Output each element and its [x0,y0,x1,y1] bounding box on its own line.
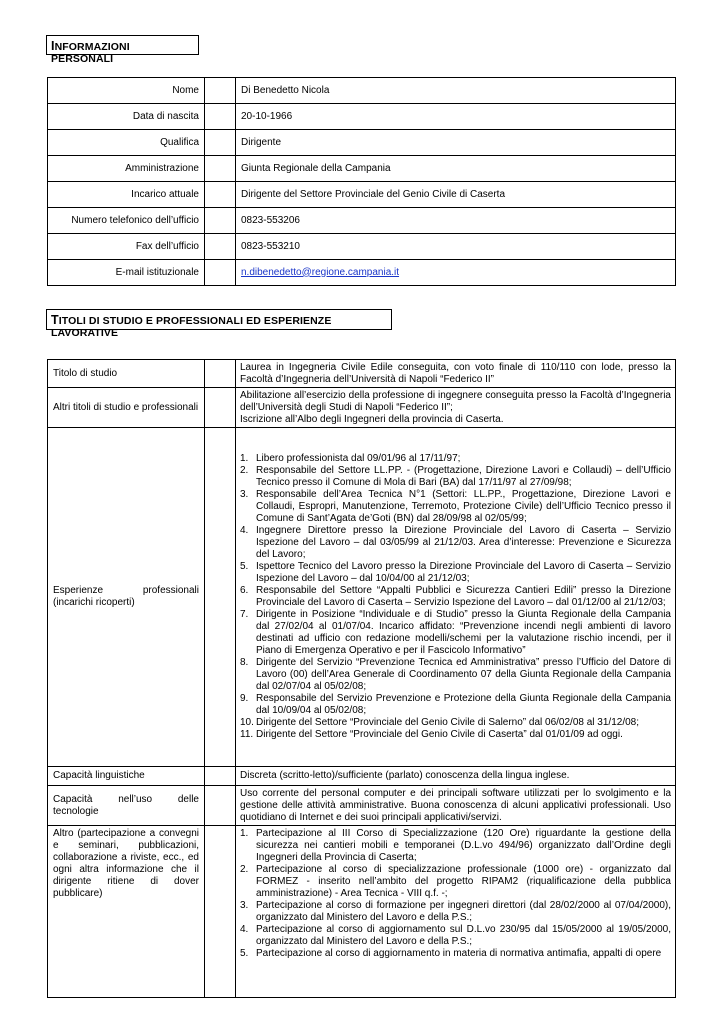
value-tecnologie: Uso corrente del personal computer e dei principali software utilizzati per lo svolgimento e la gestione delle attività amministrative. Buona conoscenza di alcuni applicativi professionali. Uso quotidiano di Internet e dei suoi principali applicativi/servizi. [236,786,676,826]
titoli-table [47,359,676,998]
spacer-cell [205,826,236,998]
title-rest: NFORMAZIONI PERSONALI [51,41,130,65]
label-altro [48,826,205,998]
list-item-text: Ispettore Tecnico del Lavoro presso la Direzione Provinciale del Lavoro di Caserta – Servizio Ispezione del Lavoro – dal 10/04/00 al 21/12/03; [256,561,671,584]
spacer-cell [205,130,236,156]
list-item-text: Dirigente in Posizione “Individuale e di Studio” presso la Giunta Regionale della Campania dal 27/02/04 al 01/07/04. Incarico affidato: “Prevenzione incendi negli ambienti di lavoro destinati ad ufficio con redazione modelli/schemi per la valutazione rischio incendi, per il Piano di Emergenza Operativo e per il Fascicolo Informativo” [256,609,671,656]
label-titolo-studio: Titolo di studio [48,360,205,388]
spacer-cell [205,388,236,428]
list-item-text: Partecipazione al III Corso di Specializzazione (120 Ore) riguardante la gestione della sicurezza nei cantieri mobili e temporanei (D.L.vo 494/96) organizzato dall’Ordine degli Ingegneri della Provincia di Caserta; [256,828,671,863]
list-item [240,948,671,960]
spacer-cell [205,786,236,826]
info-value: 0823-553206 [236,208,676,234]
info-row [48,104,676,130]
list-item-text: Partecipazione al corso di aggiornamento sul D.L.vo 230/95 dal 15/05/2000 al 19/05/2000, organizzato dal Ministero del Lavoro e della P.S.; [256,924,671,947]
list-item-number: 2. [240,864,249,875]
info-row [48,130,676,156]
section-title-personal-info [46,35,199,65]
info-value: Dirigente del Settore Provinciale del Genio Civile di Caserta [236,182,676,208]
row-tecnologie [48,786,676,826]
list-item-number: 9. [240,693,249,704]
info-label: Incarico attuale [48,182,205,208]
list-item-number: 6. [240,585,249,596]
list-item-number: 3. [240,900,249,911]
info-value: Giunta Regionale della Campania [236,156,676,182]
list-item [240,609,671,657]
list-item-number: 4. [240,525,249,536]
label-tecnologie [48,786,205,826]
list-item [240,864,671,900]
info-label: Numero telefonico dell’ufficio [48,208,205,234]
info-label: Data di nascita [48,104,205,130]
list-item-number: 11. [240,729,254,740]
list-item-text: Responsabile del Servizio Prevenzione e Protezione della Giunta Regionale della Campania dal 10/09/04 al 05/02/08; [256,693,671,716]
list-item [240,453,671,465]
list-item-text: Responsabile dell’Area Tecnica N°1 (Settori: LL.PP., Progettazione, Direzione Lavori e Collaudi, Espropri, Manutenzione, Terremoto, Protezione Civile) dell’Ufficio Tecnico presso il Comune di Sant’Agata de’Goti (BN) dal 28/09/98 al 02/05/99; [256,489,671,524]
list-item [240,489,671,525]
list-item [240,828,671,864]
info-value: 0823-553210 [236,234,676,260]
list-item-text: Libero professionista dal 09/01/96 al 17/11/97; [256,453,461,464]
value-altro [236,826,676,998]
value-lingue: Discreta (scritto-letto)/sufficiente (parlato) conoscenza della lingua inglese. [236,767,676,786]
label-altri-titoli: Altri titoli di studio e professionali [48,388,205,428]
label-esperienze [48,428,205,767]
altro-list [240,828,671,960]
info-value: Di Benedetto Nicola [236,78,676,104]
info-label: Fax dell’ufficio [48,234,205,260]
value-titolo-studio: Laurea in Ingegneria Civile Edile conseguita, con voto finale di 110/110 con lode, presso la Facoltà d’Ingegneria dell’Università di Napoli “Federico II” [236,360,676,388]
list-item [240,693,671,717]
spacer-cell [205,78,236,104]
info-label: E-mail istituzionale [48,260,205,286]
list-item [240,900,671,924]
spacer-cell [205,182,236,208]
info-value: Dirigente [236,130,676,156]
info-label: Nome [48,78,205,104]
list-item-text: Responsabile del Settore LL.PP. - (Progettazione, Direzione Lavori e Collaudi) – dell’Ufficio Tecnico presso il Comune di Mola di Bari (BA) dal 17/11/97 al 27/09/98; [256,465,671,488]
info-label: Qualifica [48,130,205,156]
list-item [240,717,671,729]
section-title-titoli [46,309,392,339]
email-link[interactable]: n.dibenedetto@regione.campania.it [241,266,400,278]
list-item-text: Dirigente del Settore “Provinciale del Genio Civile di Caserta” dal 01/01/09 ad oggi. [256,729,623,740]
spacer-cell [205,234,236,260]
list-item-number: 10. [240,717,254,728]
info-row [48,156,676,182]
row-esperienze [48,428,676,767]
list-item-number: 4. [240,924,249,935]
spacer-cell [205,360,236,388]
list-item-number: 2. [240,465,249,476]
row-lingue [48,767,676,786]
tecnologie-label-line-1: Capacità nell’uso delle [53,793,199,805]
info-value: 20-10-1966 [236,104,676,130]
list-item-text: Partecipazione al corso di aggiornamento in materia di normativa antimafia, appalti di opere [256,948,662,959]
list-item [240,585,671,609]
list-item [240,729,671,741]
list-item-number: 1. [240,453,249,464]
list-item-number: 8. [240,657,249,668]
list-item [240,657,671,693]
title-initial: I [51,39,55,53]
title-rest: ITOLI DI STUDIO E PROFESSIONALI ED ESPERIENZE LAVORATIVE [51,315,332,339]
esperienze-label-line-2: (incarichi ricoperti) [53,597,135,608]
row-altro [48,826,676,998]
list-item-text: Dirigente del Settore “Provinciale del Genio Civile di Salerno” dal 06/02/08 al 31/12/08; [256,717,640,728]
esperienze-label-line-1: Esperienze professionali [53,585,199,596]
list-item-text: Partecipazione al corso di formazione per ingegneri direttori (dal 28/02/2000 al 07/04/2000), organizzato dal Ministero del Lavoro e della P.S.; [256,900,671,923]
altri-titoli-line-1: Abilitazione all’esercizio della professione di ingegnere conseguita presso la Facoltà d’Ingegneria dell’Università degli Studi di Napoli “Federico II”; [240,389,671,413]
list-item-number: 7. [240,609,249,620]
row-altri-titoli [48,388,676,428]
label-lingue: Capacità linguistiche [48,767,205,786]
row-titolo-studio [48,360,676,388]
spacer-cell [205,104,236,130]
list-item [240,465,671,489]
list-item-text: Ingegnere Direttore presso la Direzione Provinciale del Lavoro di Caserta – Servizio Ispezione del Lavoro – dal 03/05/99 al 21/12/03. Area d’interesse: Prevenzione e Sicurezza del Lavoro; [256,525,671,560]
spacer-cell [205,208,236,234]
list-item [240,561,671,585]
value-esperienze [236,428,676,767]
list-item [240,525,671,561]
altro-label-line-1: Altro (partecipazione a convegni e seminari, pubblicazioni, collaborazione a riviste, ecc., ed ogni altra informazione che il dirigente ritiene di dover [53,828,199,887]
list-item-text: Dirigente del Servizio “Prevenzione Tecnica ed Amministrativa” presso l’Ufficio del Datore di Lavoro (00) dell’Area Generale di Coordinamento 07 della Giunta Regionale della Campania dal 02/07/04 al 05/02/08; [256,657,671,692]
value-altri-titoli [236,388,676,428]
altri-titoli-line-2: Iscrizione all’Albo degli Ingegneri della provincia di Caserta. [240,413,504,425]
personal-info-table [47,77,676,286]
info-row [48,234,676,260]
info-row [48,78,676,104]
list-item-text: Responsabile del Settore “Appalti Pubblici e Sicurezza Cantieri Edili” presso la Direzione Provinciale del Lavoro di Caserta – Servizio Ispezione del Lavoro – dal 01/12/00 al 21/12/03; [256,585,671,608]
list-item-number: 5. [240,561,249,572]
spacer-cell [205,767,236,786]
list-item-number: 1. [240,828,249,839]
list-item-number: 3. [240,489,249,500]
tecnologie-label-line-2: tecnologie [53,805,99,817]
esperienze-list [240,453,671,741]
altro-label-line-2: pubblicare) [53,888,103,899]
info-value [236,260,676,286]
info-row [48,208,676,234]
list-item-number: 5. [240,948,249,959]
spacer-cell [205,156,236,182]
list-item-text: Partecipazione al corso di specializzazione professionale (1000 ore) - organizzato dal FORMEZ - inserito nell’ambito del progetto RIPAM2 (riqualificazione della pubblica amministrazione) - Area Tecnica - VIII q.f. -; [256,864,671,899]
spacer-cell [205,260,236,286]
info-row [48,182,676,208]
spacer-cell [205,428,236,767]
info-row [48,260,676,286]
info-label: Amministrazione [48,156,205,182]
list-item [240,924,671,948]
title-initial: T [51,313,59,327]
